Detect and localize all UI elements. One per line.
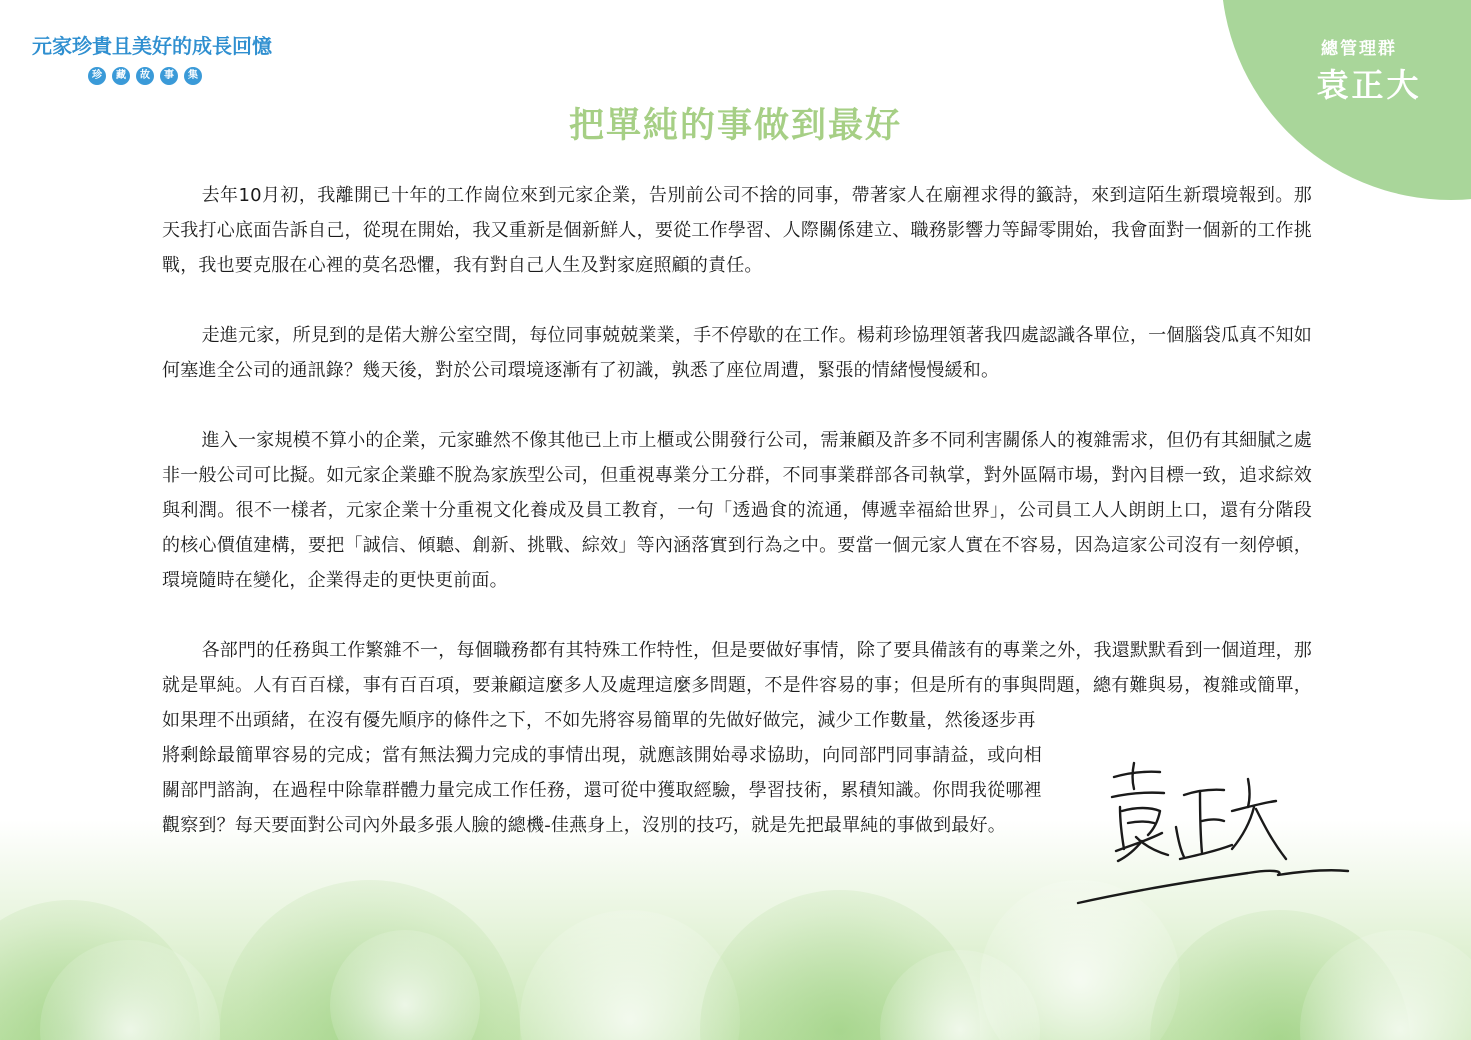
series-subtitle-char: 集 <box>184 67 202 85</box>
series-subtitle-char: 藏 <box>112 67 130 85</box>
article-paragraph-narrow-part: 將剩餘最簡單容易的完成；當有無法獨力完成的事情出現，就應該開始尋求協助，向同部門同事請益，或向相關部門諮詢，在過程中除靠群體力量完成工作任務，還可從中獲取經驗，學習技術，累積知識。你問我從哪裡觀察到？每天要面對公司內外最多張人臉的總機-佳燕身上，沒別的技巧，就是先把最單純的事做到最好。 <box>162 745 1042 836</box>
author-name: 袁正大 <box>1316 66 1422 104</box>
series-subtitle-char: 事 <box>160 67 178 85</box>
article-title: 把單純的事做到最好 <box>568 106 902 146</box>
signature-image <box>1072 745 1357 915</box>
article-paragraph: 進入一家規模不算小的企業，元家雖然不像其他已上市上櫃或公開發行公司，需兼顧及許多不同利害關係人的複雜需求，但仍有其細膩之處非一般公司可比擬。如元家企業雖不脫為家族型公司，但重視專業分工分群，不同事業群部各司執掌，對外區隔市場，對內目標一致，追求綜效與利潤。很不一樣者，元家企業十分重視文化養成及員工教育，一句「透過食的流通，傳遞幸福給世界」，公司員工人人朗朗上口，還有分階段的核心價值建構，要把「誠信、傾聽、創新、挑戰、綜效」等內涵落實到行為之中。要當一個元家人實在不容易，因為這家公司沒有一刻停頓，環境隨時在變化，企業得走的更快更前面。 <box>162 430 1312 591</box>
article-paragraph-wide-part: 各部門的任務與工作繁雜不一，每個職務都有其特殊工作特性，但是要做好事情，除了要具備該有的專業之外，我還默默看到一個道理，那就是單純。人有百百樣，事有百百項，要兼顧這麼多人及處理這麼多問題，不是件容易的事；但是所有的事與問題，總有難與易，複雜或簡單，如果理不出頭緒，在沒有優先順序的條件之下，不如先將容易簡單的先做好做完，減少工作數量，然後逐步再 <box>162 640 1312 731</box>
series-title: 元家珍貴且美好的成長回憶 <box>32 34 272 58</box>
series-subtitle-char: 珍 <box>88 67 106 85</box>
series-subtitle <box>88 67 292 85</box>
series-logo <box>32 30 292 85</box>
article-paragraph: 走進元家，所見到的是偌大辦公室空間，每位同事兢兢業業，手不停歇的在工作。楊莉珍協理領著我四處認識各單位，一個腦袋瓜真不知如何塞進全公司的通訊錄？幾天後，對於公司環境逐漸有了初識，孰悉了座位周遭，緊張的情緒慢慢緩和。 <box>162 325 1312 381</box>
article-body <box>162 178 1312 843</box>
article-paragraph: 去年10月初，我離開已十年的工作崗位來到元家企業，告別前公司不捨的同事，帶著家人在廟裡求得的籤詩，來到這陌生新環境報到。那天我打心底面告訴自己，從現在開始，我又重新是個新鮮人，要從工作學習、人際關係建立、職務影響力等歸零開始，我會面對一個新的工作挑戰，我也要克服在心裡的莫名恐懼，我有對自己人生及對家庭照顧的責任。 <box>162 185 1312 276</box>
series-subtitle-char: 故 <box>136 67 154 85</box>
author-role: 總管理群 <box>1321 39 1397 59</box>
